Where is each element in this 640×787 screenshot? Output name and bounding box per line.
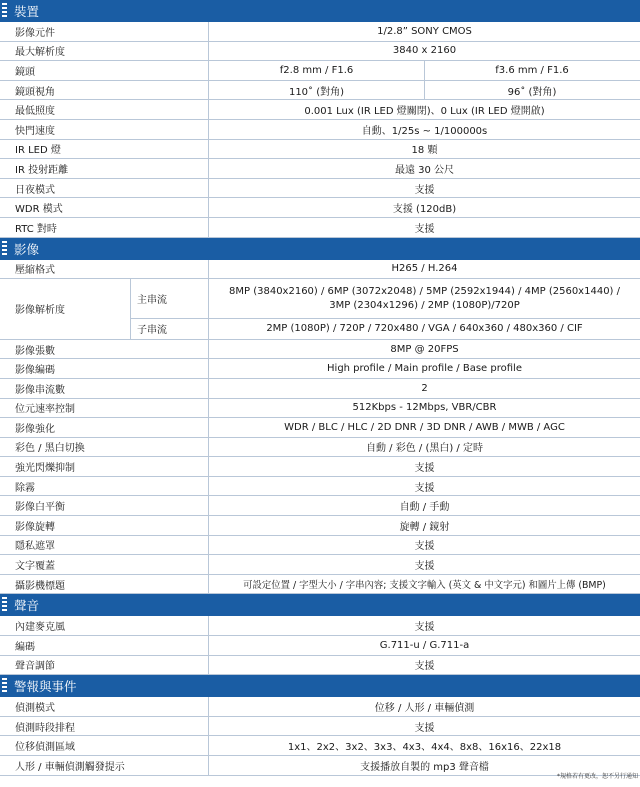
spec-value: 支援 (120dB) — [392, 204, 457, 216]
spec-row-mic — [0, 616, 640, 636]
spec-group-resolution — [0, 279, 640, 340]
spec-row-sensor — [0, 22, 640, 42]
spec-value: 支援 — [414, 463, 435, 475]
spec-label: 攝影機標題 — [0, 575, 209, 594]
section-title: 警報與事件 — [14, 679, 77, 695]
spec-label: WDR 模式 — [0, 198, 209, 217]
spec-row-alert — [0, 756, 640, 776]
spec-label: 影像白平衡 — [0, 496, 209, 515]
spec-row-rotate — [0, 516, 640, 536]
section-header-audio — [0, 594, 640, 616]
spec-label: 鏡頭視角 — [0, 81, 209, 100]
spec-value: 支援 — [414, 482, 435, 494]
spec-label: 影像編碼 — [0, 359, 209, 378]
spec-row-cam-title — [0, 575, 640, 595]
spec-row-wb — [0, 496, 640, 516]
spec-row-ir-dist — [0, 159, 640, 179]
spec-sublabel: 主串流 — [130, 279, 209, 318]
spec-row-privacy — [0, 536, 640, 556]
spec-label: 快門速度 — [0, 120, 209, 139]
spec-value: 可設定位置 / 字型大小 / 字串內容; 支援文字輸入 (英文 & 中文字元) 和圖片上傳 (BMP) — [243, 580, 606, 592]
section-header-device — [0, 0, 640, 22]
spec-sublabel: 子串流 — [130, 319, 209, 339]
spec-label: 影像元件 — [0, 22, 209, 41]
spec-row-shutter — [0, 120, 640, 140]
spec-label: 人形 / 車輛偵測觸發提示 — [0, 756, 209, 775]
spec-label: IR 投射距離 — [0, 159, 209, 178]
spec-value-b: 96˚ (對角) — [424, 81, 639, 100]
spec-row-daynight — [0, 179, 640, 199]
spec-value: 3840 x 2160 — [392, 45, 457, 57]
spec-label: 位移偵測區域 — [0, 736, 209, 755]
spec-value: 自動 / 彩色 / (黑白) / 定時 — [366, 443, 483, 455]
spec-value: 支援 — [414, 722, 435, 734]
spec-row-lens-angle — [0, 81, 640, 101]
spec-row-zones — [0, 736, 640, 756]
spec-label: 彩色 / 黑白切換 — [0, 438, 209, 457]
spec-value: 2 — [421, 382, 428, 394]
spec-row-color-bw — [0, 438, 640, 458]
spec-row-lens — [0, 61, 640, 81]
section-title: 裝置 — [14, 4, 40, 19]
section-title: 影像 — [14, 241, 40, 257]
spec-value: 支援 — [414, 661, 435, 673]
spec-value-a: f2.8 mm / F1.6 — [279, 64, 354, 76]
spec-label: 鏡頭 — [0, 61, 209, 80]
spec-value: WDR / BLC / HLC / 2D DNR / 3D DNR / AWB / MWB / AGC — [284, 421, 565, 433]
spec-value: 支援播放自製的 mp3 聲音檔 — [360, 761, 489, 773]
spec-label: 位元速率控制 — [0, 399, 209, 418]
spec-row-codec — [0, 636, 640, 656]
spec-value: 自動、1/25s ~ 1/100000s — [361, 125, 488, 137]
spec-row-detect-mode — [0, 697, 640, 717]
spec-value: 8MP (3840x2160) / 6MP (3072x2048) / 5MP (2592x1944) / 4MP (2560x1440) / 3MP (2304x1296) / 2MP (1080P)/720P — [229, 285, 621, 311]
section-title: 聲音 — [14, 598, 40, 614]
spec-label: 偵測時段排程 — [0, 717, 209, 736]
spec-value: 支援 — [414, 184, 435, 196]
spec-value: High profile / Main profile / Base profile — [327, 363, 522, 375]
spec-row-main-stream — [130, 279, 640, 319]
spec-value: 支援 — [414, 541, 435, 553]
spec-value: 旋轉 / 鏡射 — [399, 521, 450, 533]
spec-label: 編碼 — [0, 636, 209, 655]
spec-label: 強光閃爍抑制 — [0, 457, 209, 476]
spec-value: 1x1、2x2、3x2、3x3、4x3、4x4、8x8、16x16、22x18 — [287, 742, 562, 754]
spec-row-defog — [0, 477, 640, 497]
spec-label: 影像解析度 — [15, 305, 65, 317]
spec-label: 影像強化 — [0, 418, 209, 437]
section-header-video — [0, 238, 640, 260]
spec-value: 自動 / 手動 — [399, 502, 450, 514]
spec-label: 隱私遮罩 — [0, 536, 209, 555]
spec-label: 除霧 — [0, 477, 209, 496]
spec-label: 影像旋轉 — [0, 516, 209, 535]
spec-row-compression — [0, 260, 640, 280]
spec-label: RTC 對時 — [0, 218, 209, 237]
spec-label: 日夜模式 — [0, 179, 209, 198]
spec-label: 最大解析度 — [0, 42, 209, 61]
spec-row-audio-adjust — [0, 656, 640, 676]
section-bar-icon — [2, 241, 7, 257]
spec-label: 最低照度 — [0, 100, 209, 119]
spec-row-schedule — [0, 717, 640, 737]
spec-row-rtc — [0, 218, 640, 238]
spec-value: 支援 — [414, 622, 435, 634]
spec-row-flicker — [0, 457, 640, 477]
spec-row-bitrate — [0, 399, 640, 419]
spec-value-a: 110˚ (對角) — [288, 86, 345, 98]
spec-value: H265 / H.264 — [391, 263, 458, 275]
section-bar-icon — [2, 3, 7, 19]
spec-label: 內建麥克風 — [0, 616, 209, 635]
spec-value: 位移 / 人形 / 車輛偵測 — [374, 703, 475, 715]
spec-value: 0.001 Lux (IR LED 燈關閉)、0 Lux (IR LED 燈開啟) — [304, 106, 545, 118]
spec-value: 2MP (1080P) / 720P / 720x480 / VGA / 640x360 / 480x360 / CIF — [266, 323, 583, 335]
footnote: *規格若有更改，恕不另行通知 — [556, 773, 638, 780]
spec-label: 影像張數 — [0, 340, 209, 359]
spec-label: 影像串流數 — [0, 379, 209, 398]
spec-row-enhance — [0, 418, 640, 438]
spec-row-streams — [0, 379, 640, 399]
spec-row-min-lux — [0, 100, 640, 120]
spec-value: 最遠 30 公尺 — [394, 164, 455, 176]
spec-label: 偵測模式 — [0, 697, 209, 716]
spec-label: 文字覆蓋 — [0, 555, 209, 574]
section-bar-icon — [2, 597, 7, 613]
spec-value: G.711-u / G.711-a — [379, 639, 470, 651]
spec-row-wdr — [0, 198, 640, 218]
spec-value: 8MP @ 20FPS — [390, 343, 459, 355]
spec-row-encoding — [0, 359, 640, 379]
spec-value: 512Kbps - 12Mbps, VBR/CBR — [352, 402, 497, 414]
spec-value-b: f3.6 mm / F1.6 — [424, 61, 639, 80]
section-header-alarm — [0, 675, 640, 697]
spec-value: 1/2.8” SONY CMOS — [377, 25, 472, 37]
spec-row-max-res — [0, 42, 640, 62]
spec-row-text-overlay — [0, 555, 640, 575]
section-bar-icon — [2, 678, 7, 694]
spec-label: 聲音調節 — [0, 656, 209, 675]
spec-row-ir-led — [0, 140, 640, 160]
spec-label: IR LED 燈 — [0, 140, 209, 159]
spec-row-fps — [0, 340, 640, 360]
spec-row-sub-stream — [130, 319, 640, 339]
spec-value: 18 顆 — [411, 145, 438, 157]
spec-label: 壓縮格式 — [0, 260, 209, 279]
spec-value: 支援 — [414, 561, 435, 573]
spec-value: 支援 — [414, 223, 435, 235]
